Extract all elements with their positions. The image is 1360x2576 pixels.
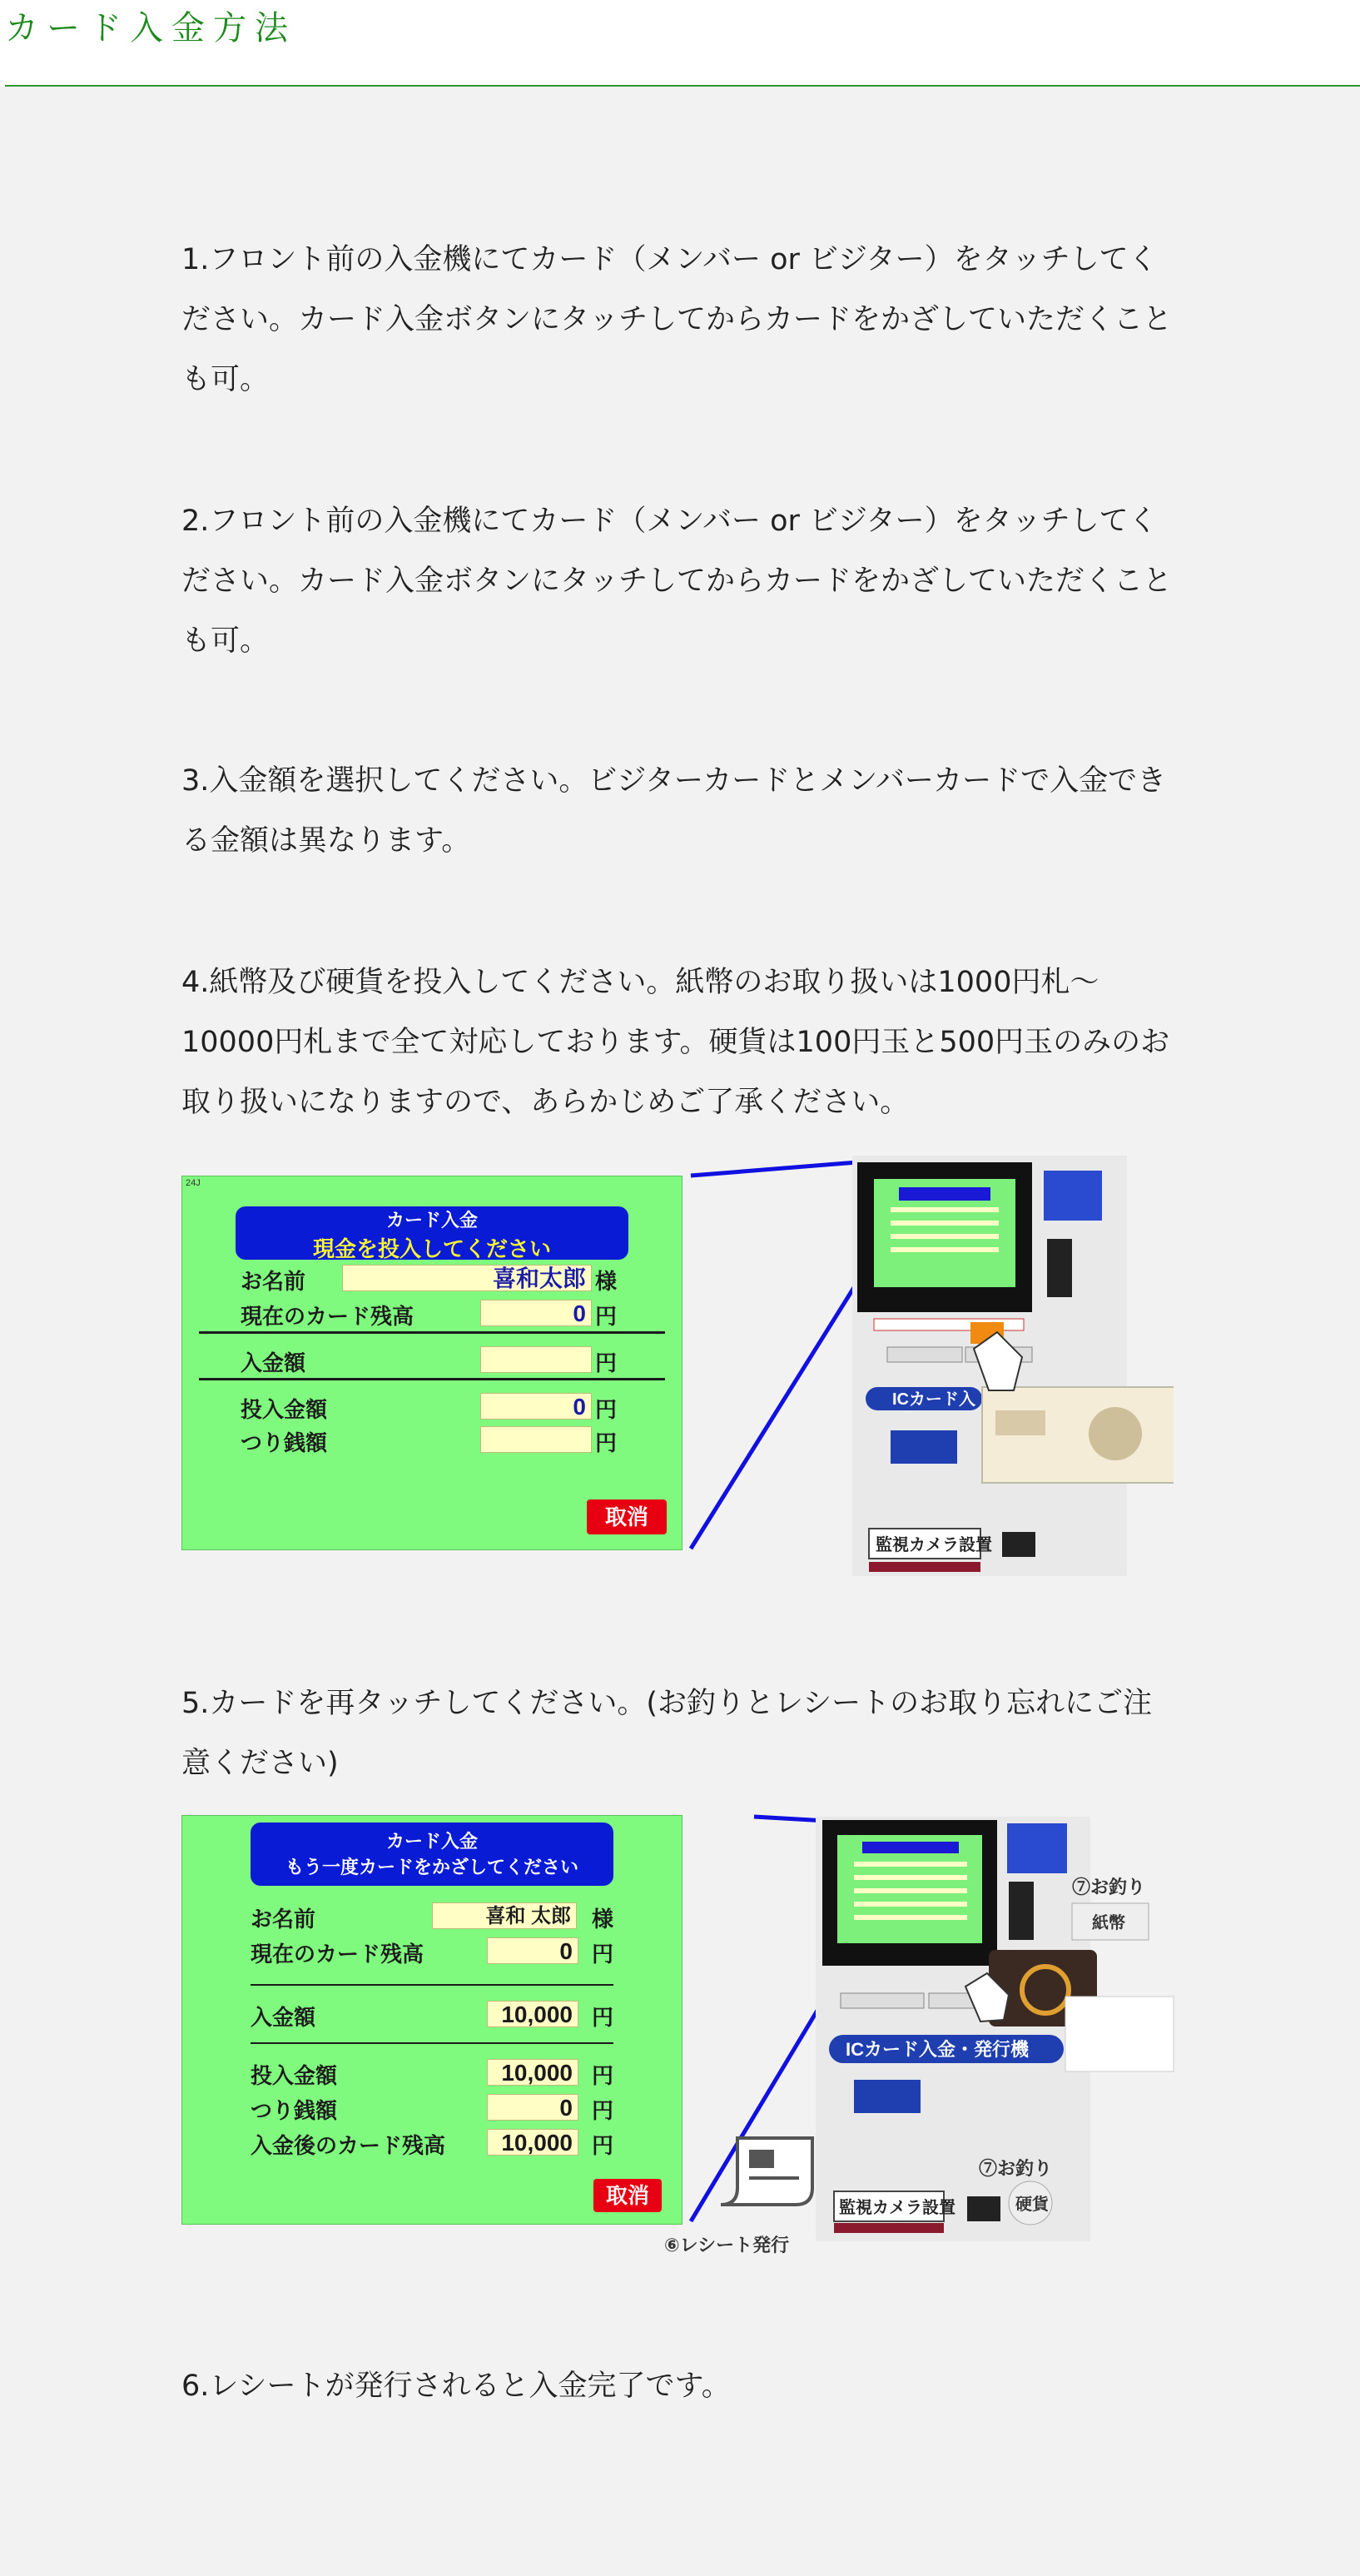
deposit-label: 入金額 (251, 2005, 316, 2030)
step-3-text: 3.入金額を選択してください。ビジターカードとメンバーカードで入金できる金額は異なります。 (181, 764, 1167, 858)
name-label: お名前 (251, 1907, 316, 1932)
change-callout-1: ⑦お釣り (1072, 1877, 1146, 1897)
after-balance-label: 入金後のカード残高 (251, 2133, 446, 2158)
balance-label: 現在のカード残高 (241, 1304, 414, 1329)
name-value: 喜和太郎 (342, 1265, 592, 1291)
inserted-value: 0 (480, 1393, 592, 1420)
balance-label: 現在のカード残高 (251, 1942, 424, 1967)
balance-value: 0 (480, 1300, 592, 1326)
receipt-caption: ⑥レシート発行 (664, 2235, 790, 2256)
name-label: お名前 (241, 1269, 306, 1294)
after-balance-unit: 円 (592, 2133, 614, 2158)
change-callout-2: ⑦お釣り (979, 2158, 1053, 2179)
inserted-unit: 円 (595, 1397, 618, 1422)
row-divider (251, 2042, 613, 2044)
after-balance-value: 10,000 (487, 2129, 578, 2156)
screen-banner (236, 1206, 628, 1260)
step-2-text: 2.フロント前の入金機にてカード（メンバー or ビジター）をタッチしてください。カード入金ボタンにタッチしてからカードをかざしていただくことも可。 (181, 505, 1173, 658)
change-unit: 円 (592, 2098, 614, 2123)
title-divider (5, 85, 1360, 87)
screen-title: カード入金 (385, 1210, 478, 1231)
name-suffix: 様 (592, 1907, 614, 1932)
bill-label: 紙幣 (1092, 1914, 1125, 1932)
name-suffix: 様 (595, 1269, 618, 1294)
balance-row (251, 1937, 667, 1966)
screen-subtitle: 現金を投入してください (312, 1236, 551, 1261)
step-6-text: 6.レシートが発行されると入金完了です。 (181, 2370, 731, 2403)
screen-corner-label: 24J (186, 1178, 201, 1188)
deposit-value (480, 1346, 592, 1373)
balance-value: 0 (487, 1937, 578, 1964)
change-unit: 円 (595, 1430, 618, 1455)
deposit-screen-illustration (181, 1176, 682, 1550)
page-title: カード入金方法 (5, 9, 296, 47)
machine-camera-label: 監視カメラ設置 (876, 1536, 992, 1554)
retouch-screen-illustration (181, 1815, 682, 2225)
name-row (251, 1902, 667, 1931)
inserted-value: 10,000 (487, 2059, 578, 2086)
inserted-label: 投入金額 (251, 2063, 338, 2088)
name-value: 喜和 太郎 (432, 1902, 577, 1929)
deposit-label: 入金額 (241, 1350, 306, 1375)
deposit-machine-retouch-illustration (666, 1805, 1182, 2263)
step-5-text: 5.カードを再タッチしてください。(お釣りとレシートのお取り忘れにご注意ください) (181, 1687, 1153, 1780)
balance-unit: 円 (592, 1942, 614, 1967)
screen-title: カード入金 (385, 1831, 478, 1852)
cancel-button[interactable]: 取消 (593, 2179, 662, 2212)
change-value: 0 (487, 2094, 578, 2121)
deposit-value: 10,000 (487, 2001, 578, 2027)
change-row (241, 1426, 657, 1455)
leader-lines (682, 1149, 866, 1557)
cancel-button[interactable]: 取消 (587, 1499, 667, 1534)
name-row (241, 1265, 657, 1293)
change-value (480, 1426, 592, 1453)
step-1-text: 1.フロント前の入金機にてカード（メンバー or ビジター）をタッチしてください。カード入金ボタンにタッチしてからカードをかざしていただくことも可。 (181, 243, 1173, 396)
screen-banner (251, 1823, 613, 1886)
balance-unit: 円 (595, 1304, 618, 1329)
deposit-unit: 円 (595, 1350, 618, 1375)
machine-card-label: ICカード入金・発行機 (846, 2039, 1030, 2060)
page-header (0, 0, 1360, 87)
deposit-unit: 円 (592, 2005, 614, 2030)
balance-row (241, 1300, 657, 1328)
inserted-row (251, 2059, 667, 2087)
inserted-unit: 円 (592, 2063, 614, 2088)
screen-subtitle: もう一度カードをかざしてください (285, 1857, 578, 1877)
change-row (251, 2094, 667, 2122)
machine-card-label: ICカード入 (892, 1390, 975, 1409)
inserted-row (241, 1393, 657, 1421)
change-label: つり銭額 (251, 2098, 338, 2123)
deposit-machine-illustration (841, 1156, 1174, 1576)
row-divider (251, 1984, 613, 1986)
machine-camera-label: 監視カメラ設置 (839, 2199, 955, 2217)
deposit-row (241, 1346, 657, 1375)
step-4-text: 4.紙幣及び硬貨を投入してください。紙幣のお取り扱いは1000円札～10000円札まで全て対応しております。硬貨は100円玉と500円玉のみのお取り扱いになりますので、あらかじめご了承ください。 (181, 966, 1170, 1119)
coin-label: 硬貨 (1015, 2196, 1049, 2214)
row-divider (199, 1331, 665, 1334)
deposit-row (251, 2001, 667, 2029)
change-label: つり銭額 (241, 1430, 328, 1455)
after-balance-row (251, 2129, 667, 2157)
inserted-label: 投入金額 (241, 1397, 328, 1422)
row-divider (199, 1378, 665, 1380)
